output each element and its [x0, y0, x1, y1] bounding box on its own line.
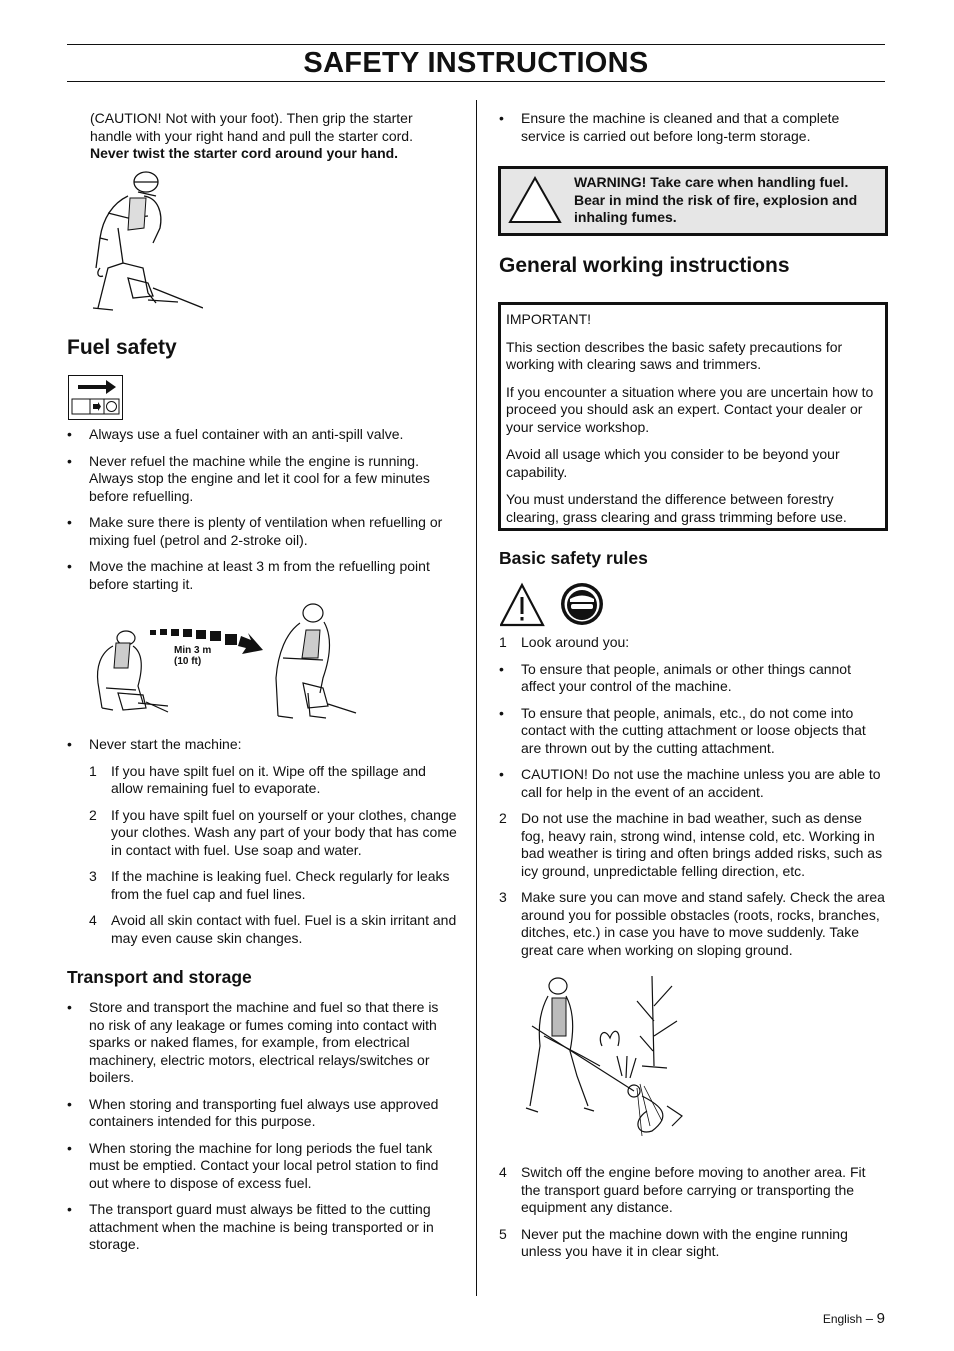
- important-para: This section describes the basic safety precautions for working with clearing saws and trimmers.: [506, 338, 843, 372]
- basic-rules-list-2: [499, 1164, 885, 1270]
- move-3m-illustration: [88, 598, 358, 720]
- basic-rules-list: [499, 634, 885, 968]
- starter-pull-illustration: [88, 168, 203, 318]
- intro-warning-bold: Never twist the starter cord around your hand.: [90, 145, 399, 161]
- intro-caution: (CAUTION! Not with your foot). Then grip the starter handle with your right hand and pull the starter cord.: [90, 110, 413, 144]
- list-item: • To ensure that people, animals or other things cannot affect your control of the machine.: [499, 660, 851, 694]
- list-item: 1 Look around you:: [499, 634, 630, 650]
- list-item: 4 Switch off the engine before moving to another area. Fit the transport guard before carrying or transporting the equipment any distance.: [499, 1164, 866, 1215]
- footer-language: English: [822, 1312, 863, 1326]
- fuel-warning-text: WARNING! Take care when handling fuel. Bear in mind the risk of fire, explosion and inhaling fumes.: [574, 174, 858, 225]
- footer-separator: –: [865, 1311, 874, 1326]
- intro-text: [90, 110, 435, 163]
- list-item: 2 If you have spilt fuel on yourself or your clothes, change your clothes. Wash any part of your body that has come in contact with fuel. Use soap and water.: [89, 806, 457, 858]
- list-item: • CAUTION! Do not use the machine unless you are able to call for help in the event of an accident.: [499, 766, 881, 800]
- page-title: SAFETY INSTRUCTIONS: [303, 47, 649, 79]
- warning-triangle-icon: [501, 585, 543, 625]
- fuel-warning-box: [498, 166, 888, 236]
- fuel-safety-bullets: [67, 426, 457, 602]
- list-item: 2 Do not use the machine in bad weather, such as dense fog, heavy rain, strong wind, intense cold, etc. Working in bad weather is tiring and often brings added risks, such as icy ground, unpredictable felling direction, etc.: [499, 810, 883, 879]
- basic-safety-heading: Basic safety rules: [499, 548, 648, 568]
- list-item: • When storing the machine for long periods the fuel tank must be emptied. Contact your local petrol station to find out where to dispose of excess fuel.: [67, 1139, 439, 1191]
- list-item: 5 Never put the machine down with the engine running unless you have it in clear sight.: [499, 1225, 848, 1259]
- important-box: [498, 302, 888, 531]
- list-item: • Always use a fuel container with an anti-spill valve.: [67, 426, 404, 442]
- column-divider: [476, 100, 477, 1296]
- general-instructions-heading: General working instructions: [499, 254, 790, 277]
- list-item: • Store and transport the machine and fuel so that there is no risk of any leakage or fumes coming into contact with sparks or naked flames, for example, from electrical machinery, electric motors, electrical relays/switches or boilers.: [67, 999, 439, 1085]
- header-rule-bottom: [67, 81, 885, 82]
- transport-heading: Transport and storage: [67, 967, 252, 987]
- list-item: • Never refuel the machine while the engine is running. Always stop the engine and let it cool for a few minutes before refuelling.: [67, 452, 430, 504]
- page-number: 9: [876, 1310, 885, 1327]
- important-label: IMPORTANT!: [506, 311, 592, 327]
- list-item: • Ensure the machine is cleaned and that a complete service is carried out before long-term storage.: [499, 110, 840, 144]
- fuel-mixing-symbol: [68, 375, 123, 420]
- warning-triangle-icon: [507, 175, 563, 225]
- fuel-safety-heading: Fuel safety: [67, 336, 177, 359]
- list-item: • Never start the machine:: [67, 736, 242, 752]
- list-item: • The transport guard must always be fitted to the cutting attachment when the machine is being transported or in storage.: [67, 1201, 434, 1252]
- header-rule-top: [67, 44, 885, 45]
- list-item: 1 If you have spilt fuel on it. Wipe off the spillage and allow remaining fuel to evaporate.: [89, 762, 426, 796]
- transport-bullets: [67, 999, 457, 1263]
- storage-bullet: [499, 110, 869, 154]
- distance-label: Min 3 m (10 ft): [174, 645, 212, 667]
- clearing-illustration: [522, 966, 690, 1148]
- important-para: Avoid all usage which you consider to be beyond your capability.: [506, 446, 840, 480]
- important-para: If you encounter a situation where you are uncertain how to proceed you should ask an expert. Contact your dealer or your service workshop.: [506, 383, 874, 435]
- list-item: • Make sure there is plenty of ventilation when refuelling or mixing fuel (petrol and 2-stroke oil).: [67, 514, 443, 548]
- protective-equipment-icon: [561, 583, 603, 625]
- never-start-list: [67, 736, 457, 956]
- list-item: • Move the machine at least 3 m from the refuelling point before starting it.: [67, 558, 430, 592]
- page-footer: [823, 1310, 885, 1329]
- safety-symbols: [500, 582, 610, 628]
- list-item: • To ensure that people, animals, etc., do not come into contact with the cutting attachment or loose objects that are thrown out by the cutting attachment.: [499, 704, 866, 756]
- list-item: • When storing and transporting fuel always use approved containers intended for this purpose.: [67, 1095, 439, 1129]
- list-item: 4 Avoid all skin contact with fuel. Fuel is a skin irritant and may even cause skin changes.: [89, 912, 457, 946]
- important-para: You must understand the difference between forestry clearing, grass clearing and grass trimming before use.: [506, 491, 847, 525]
- list-item: 3 Make sure you can move and stand safely. Check the area around you for possible obstacles (roots, rocks, branches, ditches, etc.) in case you have to move suddenly. Take great care when working on sloping ground.: [499, 889, 885, 958]
- list-item: 3 If the machine is leaking fuel. Check regularly for leaks from the fuel cap and fuel lines.: [89, 868, 450, 902]
